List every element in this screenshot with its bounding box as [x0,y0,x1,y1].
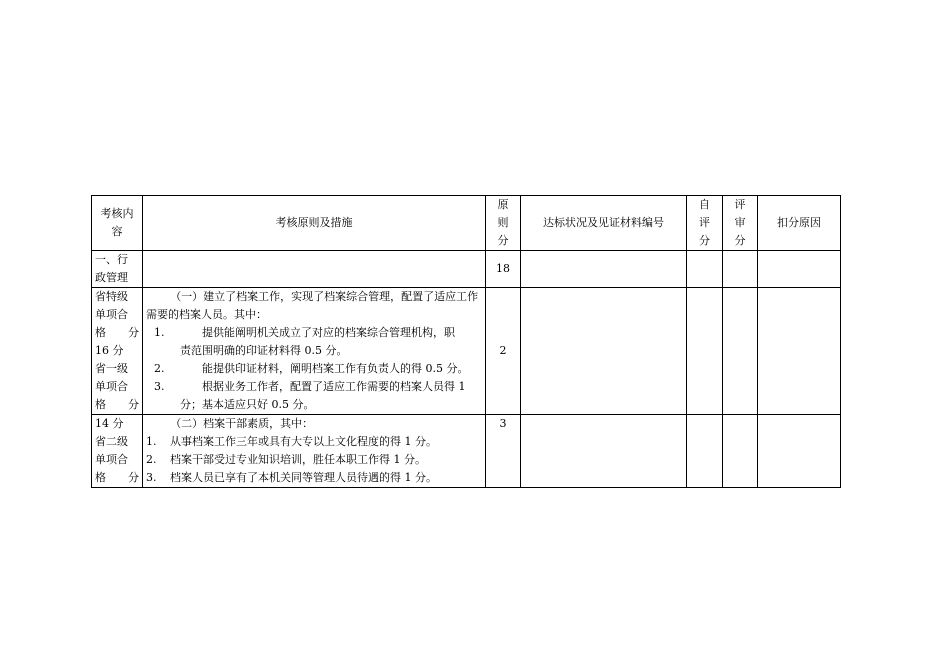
header-principles: 考核原则及措施 [143,196,486,251]
table-row [92,251,841,288]
row-deduction-cell [758,251,841,288]
list-item: 1. 从事档案工作三年或具有大专以上文化程度的得 1 分。 [146,435,437,448]
row-review-score-cell [723,251,758,288]
header-review-score: 评 审 分 [723,196,758,251]
header-deduction-reason: 扣分原因 [758,196,841,251]
list-item: 1. 提供能阐明机关成立了对应的档案综合管理机构，职 责范围明确的印证材料得 0.5 分。 [154,326,455,357]
row-evidence-cell [521,251,687,288]
table-row [92,415,841,488]
row-deduction-cell [758,288,841,415]
row-principles-cell [143,251,486,288]
row-base-score: 2 [486,288,521,415]
row-self-score-cell [687,415,723,488]
row-side-text: 省特级 单项合 格 分 16 分 省一级 单项合 格 分 [92,288,143,415]
table-header-row [92,196,841,251]
row-deduction-cell [758,415,841,488]
table-row [92,288,841,415]
assessment-table [91,195,841,488]
row-principles-text [143,288,486,415]
list-item: 2. 档案干部受过专业知识培训，胜任本职工作得 1 分。 [146,453,426,466]
header-base-score: 原 则 分 [486,196,521,251]
section-intro: （一）建立了档案工作，实现了档案综合管理，配置了适应工作需要的档案人员。其中： [146,290,479,321]
row-review-score-cell [723,415,758,488]
row-review-score-cell [723,288,758,415]
row-category: 一、行 政管理 [92,251,143,288]
row-side-text: 14 分 省二级 单项合 格 分 [92,415,143,488]
row-principles-text [143,415,486,488]
section-intro: （二）档案干部素质，其中： [170,417,314,430]
row-self-score-cell [687,288,723,415]
header-content: 考核内 容 [92,196,143,251]
header-evidence: 达标状况及见证材料编号 [521,196,687,251]
list-item: 2. 能提供印证材料，阐明档案工作有负责人的得 0.5 分。 [154,362,469,375]
header-self-score: 自 评 分 [687,196,723,251]
row-evidence-cell [521,288,687,415]
row-base-score: 3 [486,415,521,488]
row-self-score-cell [687,251,723,288]
row-base-score: 18 [486,251,521,288]
list-item: 3. 根据业务工作者，配置了适应工作需要的档案人员得 1 分；基本适应只好 0.5 分。 [154,380,466,411]
list-item: 3. 档案人员已享有了本机关同等管理人员待遇的得 1 分。 [146,471,437,484]
row-evidence-cell [521,415,687,488]
